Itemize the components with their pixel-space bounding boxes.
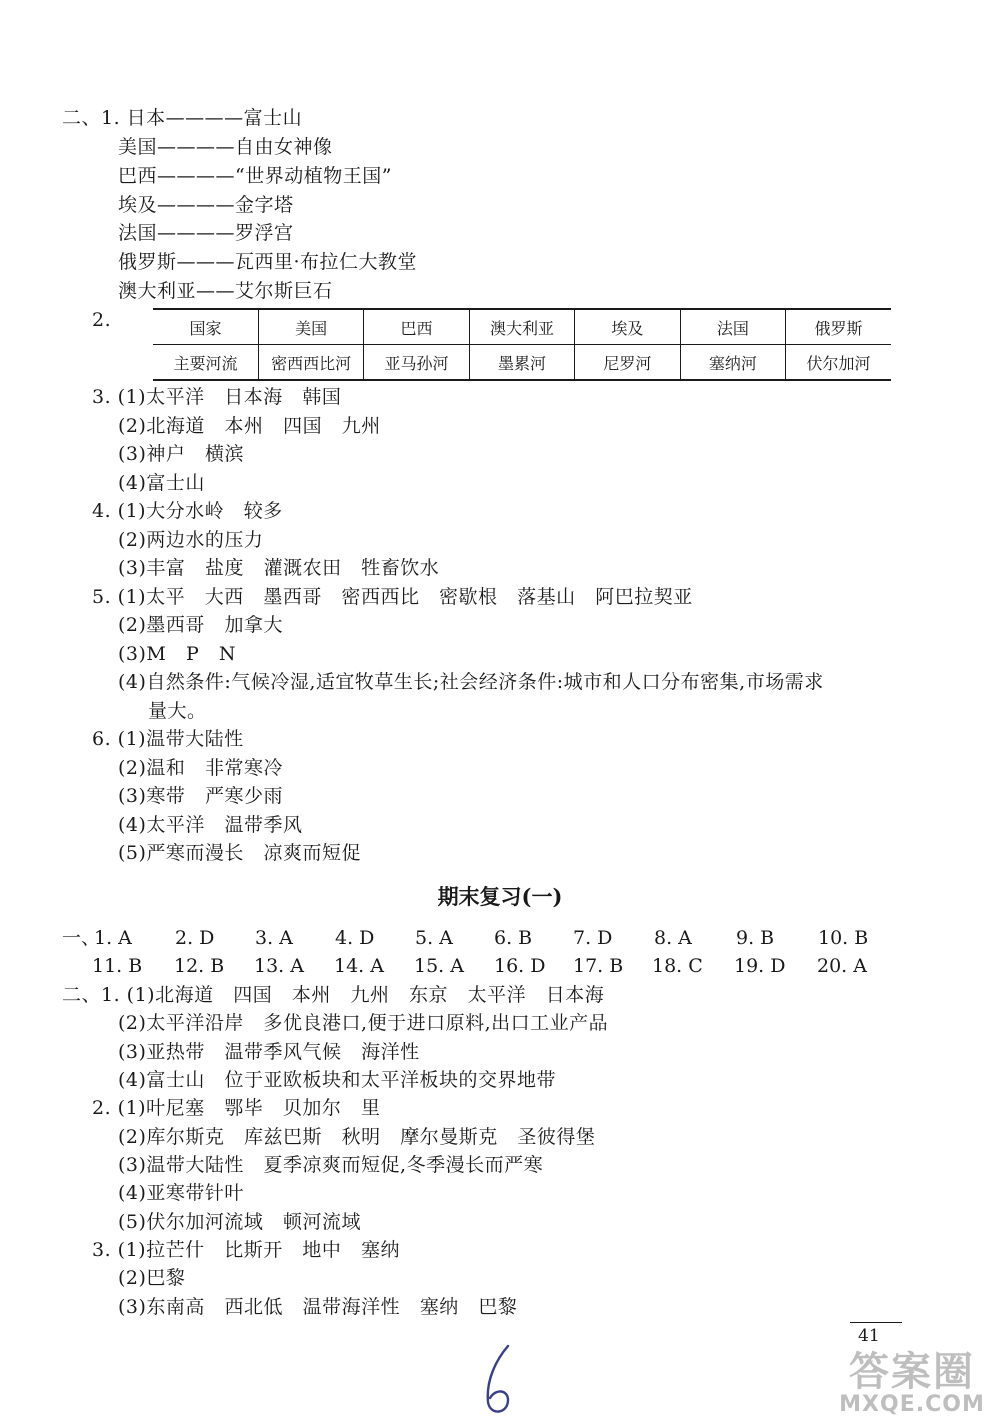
mc-answer: 18. C: [652, 955, 703, 977]
question-number: 2.: [92, 309, 112, 331]
answer-line: (4)太平洋 温带季风: [118, 814, 303, 836]
answer-line: (2)温和 非常寒冷: [118, 757, 284, 779]
answer-line: (2)墨西哥 加拿大: [118, 614, 284, 636]
mc-answer: 17. B: [573, 955, 624, 977]
answer-line: 2. (1)叶尼塞 鄂毕 贝加尔 里: [92, 1097, 381, 1119]
table-cell: 塞纳河: [680, 345, 785, 381]
answer-line: 二、1. 日本————富士山: [62, 107, 303, 129]
table-row: [153, 345, 891, 381]
handwritten-mark: [478, 1340, 518, 1420]
mc-answer: 3. A: [255, 927, 293, 949]
watermark-main-text: 答案圈: [849, 1349, 975, 1395]
mc-answer: 10. B: [818, 927, 869, 949]
table-header-row: [153, 309, 891, 345]
answer-line: 3. (1)太平洋 日本海 韩国: [92, 386, 342, 408]
answer-line: 巴西————“世界动植物王国”: [118, 165, 392, 187]
mc-answer: 1. A: [94, 927, 132, 949]
mc-answer: 7. D: [573, 927, 613, 949]
answer-line: (3)神户 横滨: [118, 443, 245, 465]
answer-line: 埃及————金字塔: [118, 194, 294, 216]
answer-line: 6. (1)温带大陆性: [92, 728, 244, 750]
answer-line: (4)富士山: [118, 472, 205, 494]
mc-answer: 12. B: [174, 955, 225, 977]
answer-line: 量大。: [148, 700, 207, 722]
answer-line: (4)自然条件:气候冷湿,适宜牧草生长;社会经济条件:城市和人口分布密集,市场需求: [118, 671, 824, 693]
mc-answer: 4. D: [335, 927, 375, 949]
mc-answer: 13. A: [254, 955, 304, 977]
answer-line: (3)寒带 严寒少雨: [118, 785, 284, 807]
answer-line: 4. (1)大分水岭 较多: [92, 500, 283, 522]
answer-line: 俄罗斯———瓦西里·布拉仁大教堂: [118, 251, 418, 273]
answer-line: (3)M P N: [118, 643, 237, 665]
answer-line: 法国————罗浮宫: [118, 222, 294, 244]
answer-line: 二、1. (1)北海道 四国 本州 九州 东京 太平洋 日本海: [62, 984, 605, 1006]
table-cell: 亚马孙河: [364, 345, 469, 381]
answer-line: 3. (1)拉芒什 比斯开 地中 塞纳: [92, 1239, 400, 1261]
answer-line: 美国————自由女神像: [118, 136, 333, 158]
watermark-logo: [828, 1334, 996, 1424]
table-cell: 伏尔加河: [786, 345, 891, 381]
answer-line: (2)两边水的压力: [118, 529, 264, 551]
answer-line: (5)伏尔加河流域 顿河流域: [118, 1211, 362, 1233]
answer-line: (2)北海道 本州 四国 九州: [118, 415, 381, 437]
table-cell: 美国: [258, 309, 363, 345]
answer-line: (3)丰富 盐度 灌溉农田 牲畜饮水: [118, 557, 440, 579]
table-cell: 墨累河: [469, 345, 574, 381]
rivers-table: [153, 308, 891, 381]
answer-line: 5. (1)太平 大西 墨西哥 密西西比 密歇根 落基山 阿巴拉契亚: [92, 586, 693, 608]
mc-answer: 20. A: [817, 955, 867, 977]
table-cell: 尼罗河: [575, 345, 680, 381]
table-cell: 俄罗斯: [814, 318, 863, 338]
answer-line: (2)太平洋沿岸 多优良港口,便于进口原料,出口工业产品: [118, 1012, 609, 1034]
mc-answer: 9. B: [736, 927, 775, 949]
table-cell: 巴西: [364, 309, 469, 345]
mc-answer: 15. A: [414, 955, 464, 977]
answer-line: (4)亚寒带针叶: [118, 1182, 244, 1204]
table-cell: 国家: [153, 309, 258, 345]
answer-line: (4)富士山 位于亚欧板块和太平洋板块的交界地带: [118, 1069, 557, 1091]
mc-prefix: 一、: [62, 927, 101, 949]
answer-line: (3)亚热带 温带季风气候 海洋性: [118, 1041, 420, 1063]
answer-line: (2)巴黎: [118, 1267, 186, 1289]
table-cell: 法国: [680, 309, 785, 345]
watermark-url-text: MXQE.COM: [839, 1392, 985, 1417]
mc-answer: 5. A: [415, 927, 453, 949]
mc-answer: 6. B: [494, 927, 533, 949]
mc-answer: 14. A: [334, 955, 384, 977]
mc-answer: 16. D: [494, 955, 546, 977]
mc-answer: 8. A: [654, 927, 692, 949]
table-cell: 主要河流: [153, 345, 258, 381]
table-cell: 埃及: [575, 309, 680, 345]
mc-answer: 19. D: [734, 955, 786, 977]
answer-line: (3)东南高 西北低 温带海洋性 塞纳 巴黎: [118, 1296, 518, 1318]
answer-line: (3)温带大陆性 夏季凉爽而短促,冬季漫长而严寒: [118, 1154, 544, 1176]
page-number: 41: [858, 1326, 880, 1346]
answer-line: (5)严寒而漫长 凉爽而短促: [118, 842, 362, 864]
table-cell: 密西西比河: [258, 345, 363, 381]
section-title: 期末复习(一): [437, 884, 563, 909]
answer-line: (2)库尔斯克 库兹巴斯 秋明 摩尔曼斯克 圣彼得堡: [118, 1126, 596, 1148]
table-cell: 澳大利亚: [469, 309, 574, 345]
mc-answer: 11. B: [92, 955, 143, 977]
answer-line: 澳大利亚——艾尔斯巨石: [118, 280, 333, 302]
mc-answer: 2. D: [175, 927, 215, 949]
